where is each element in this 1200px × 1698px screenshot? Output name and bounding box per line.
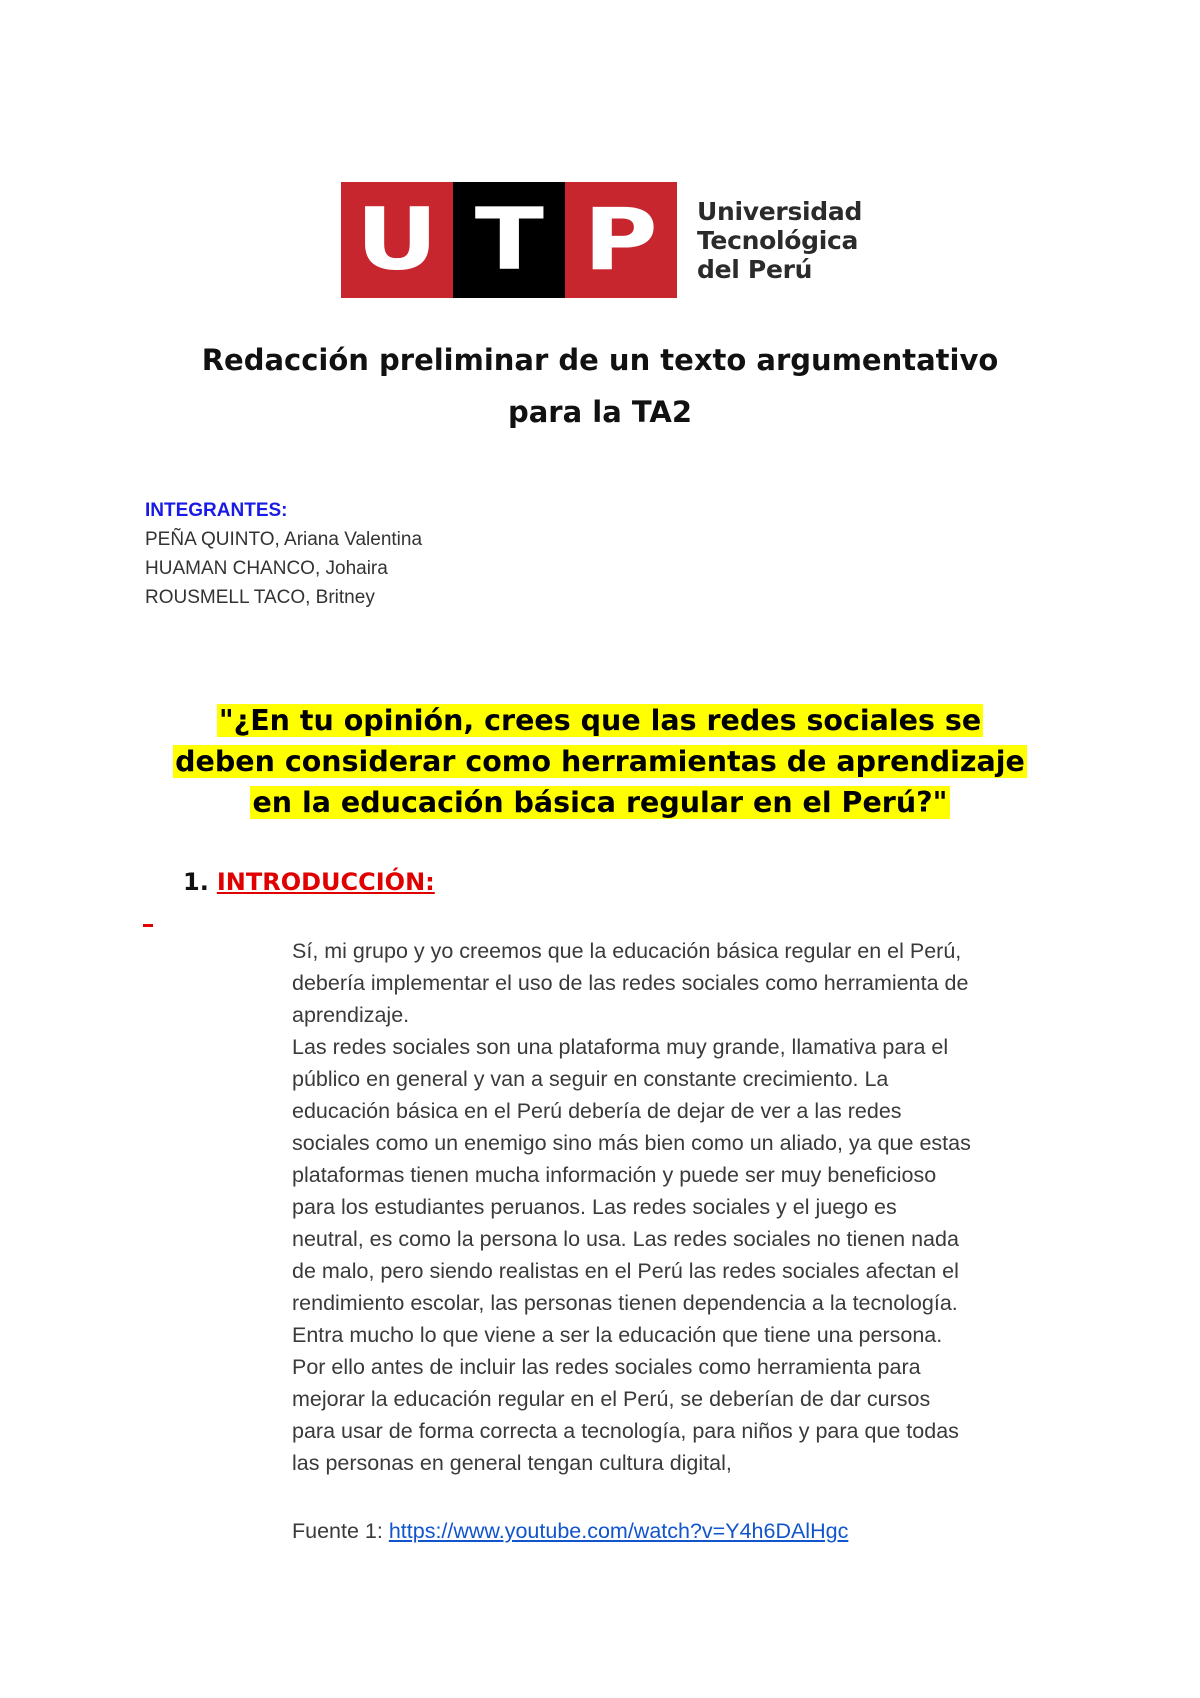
source-label: Fuente 1: [292,1519,389,1543]
introduction-paragraph [292,935,1082,1479]
logo-block-t [453,182,565,298]
member-name-2: HUAMAN CHANCO, Johaira [145,558,388,579]
section-heading-text: INTRODUCCIÓN: [216,868,435,896]
body-line: Las redes sociales son una plataforma muy grande, llamativa para el [292,1035,949,1059]
logo-block-u [341,182,453,298]
body-line: educación básica en el Perú debería de dejar de ver a las redes [292,1099,902,1123]
body-line: aprendizaje. [292,1003,410,1027]
body-line: debería implementar el uso de las redes sociales como herramienta de [292,971,969,995]
body-line: mejorar la educación regular en el Perú, se deberían de dar cursos [292,1387,931,1411]
document-title [100,334,1100,438]
source-reference [292,1515,848,1547]
logo-university-name [697,182,862,298]
list-bullet-dash [143,924,153,927]
title-line-2: para la TA2 [507,395,693,429]
logo-block-p [565,182,677,298]
source-link[interactable]: https://www.youtube.com/watch?v=Y4h6DAlHgc [388,1519,849,1543]
logo-name-line-1: Universidad [697,196,863,226]
question-line-1: "¿En tu opinión, crees que las redes sociales se [218,704,982,737]
body-line: Por ello antes de incluir las redes sociales como herramienta para [292,1355,921,1379]
body-line: las personas en general tengan cultura digital, [292,1451,732,1475]
title-line-1: Redacción preliminar de un texto argumentativo [201,343,999,377]
body-line: Entra mucho lo que viene a ser la educación que tiene una persona. [292,1323,943,1347]
research-question [80,700,1120,823]
logo-name-line-2: Tecnológica [697,225,859,255]
body-line: de malo, pero siendo realistas en el Perú las redes sociales afectan el [292,1259,959,1283]
body-line: sociales como un enemigo sino más bien como un aliado, ya que estas [292,1131,971,1155]
body-line: Sí, mi grupo y yo creemos que la educación básica regular en el Perú, [292,939,962,963]
body-line: plataformas tienen mucha información y puede ser muy beneficioso [292,1163,937,1187]
question-line-2: deben considerar como herramientas de aprendizaje [175,745,1025,778]
section-number: 1. [183,868,209,896]
member-name-1: PEÑA QUINTO, Ariana Valentina [145,529,423,550]
body-line: público en general y van a seguir en constante crecimiento. La [292,1067,889,1091]
logo-name-line-3: del Perú [697,254,813,284]
section-heading-introduccion [183,866,435,898]
logo-letter-p: P [583,190,659,290]
body-line: para usar de forma correcta a tecnología, para niños y para que todas [292,1419,959,1443]
logo-letter-u: U [355,190,439,290]
logo-letter-t: T [474,190,544,290]
utp-logo [341,182,862,298]
body-line: neutral, es como la persona lo usa. Las redes sociales no tienen nada [292,1227,959,1251]
body-line: para los estudiantes peruanos. Las redes sociales y el juego es [292,1195,897,1219]
members-block [145,496,422,612]
members-label: INTEGRANTES: [145,500,288,521]
question-line-3: en la educación básica regular en el Perú?" [252,786,948,819]
member-name-3: ROUSMELL TACO, Britney [145,587,375,608]
body-line: rendimiento escolar, las personas tienen dependencia a la tecnología. [292,1291,958,1315]
